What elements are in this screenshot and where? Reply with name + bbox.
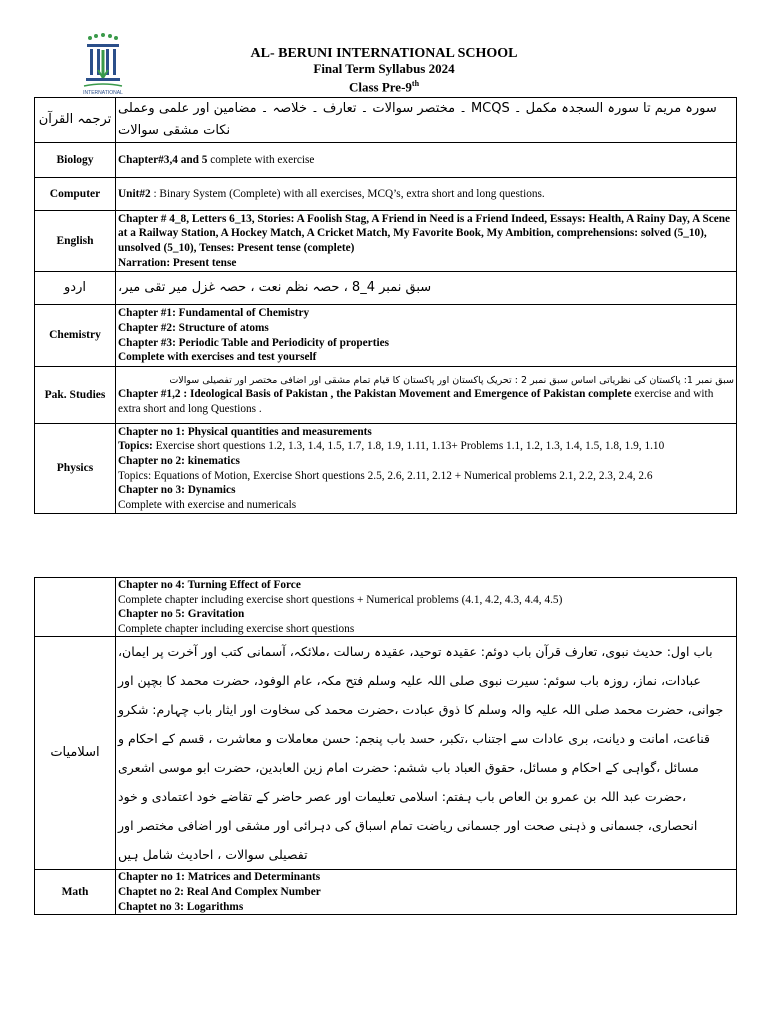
subject-label: ترجمہ القرآن bbox=[35, 98, 116, 143]
subject-label: Computer bbox=[35, 178, 116, 211]
chemistry-line: Chapter #1: Fundamental of Chemistry bbox=[118, 307, 310, 320]
table-row bbox=[35, 424, 737, 514]
subject-label-empty bbox=[35, 578, 116, 637]
school-name: AL- BERUNI INTERNATIONAL SCHOOL bbox=[250, 46, 518, 61]
chemistry-line: Chapter #2: Structure of atoms bbox=[118, 321, 269, 334]
computer-rest: : Binary System (Complete) with all exercises, MCQ’s, extra short and long questions. bbox=[150, 187, 545, 200]
table-row bbox=[35, 272, 737, 305]
physics-chapter-4-text: Complete chapter including exercise short questions + Numerical problems (4.1, 4.2, 4.3, 4.4, 4.5) bbox=[118, 593, 563, 606]
subject-label: Biology bbox=[35, 143, 116, 178]
physics-chapter-5: Chapter no 5: Gravitation bbox=[118, 608, 245, 621]
table-row bbox=[35, 305, 737, 367]
subject-label: English bbox=[35, 211, 116, 272]
physics-chapter-3-text: Complete with exercise and numericals bbox=[118, 498, 297, 511]
pakstudies-urdu-line: سبق نمبر 1: پاکستان کی نظریاتی اساس سبق نمبر 2 : تحریک پاکستان اور پاکستان کا قیام تمام مشقی اور اضافی مختصر اور تفصیلی سوالات bbox=[169, 374, 734, 386]
computer-content bbox=[116, 178, 737, 211]
math-content bbox=[116, 870, 737, 915]
syllabus-table-part-2 bbox=[34, 577, 737, 915]
physics-topics-2: Topics: Equations of Motion, Exercise Short questions 2.5, 2.6, 2.11, 2.12 + Numerical problems 2.1, 2.2, 2.3, 2.4, 2.6 bbox=[118, 469, 653, 482]
table-row bbox=[35, 143, 737, 178]
chemistry-content bbox=[116, 305, 737, 367]
english-line-2: Narration: Present tense bbox=[118, 256, 237, 269]
math-line: Chapter no 1: Matrices and Determinants bbox=[118, 871, 321, 884]
physics-chapter-3: Chapter no 3: Dynamics bbox=[118, 484, 236, 497]
syllabus-title: Final Term Syllabus 2024 bbox=[313, 61, 455, 76]
physics-chapter-2: Chapter no 2: kinematics bbox=[118, 454, 240, 467]
biology-chapters: Chapter#3,4 and 5 bbox=[118, 153, 208, 166]
math-line: Chaptet no 2: Real And Complex Number bbox=[118, 886, 321, 899]
subject-label: Physics bbox=[35, 424, 116, 514]
table-row bbox=[35, 578, 737, 637]
document-header bbox=[0, 46, 768, 94]
topics-text: Exercise short questions 1.2, 1.3, 1.4, 1.5, 1.7, 1.8, 1.9, 1.11, 1.13+ Problems 1.1, 1.2, 1.3, 1.4, 1.5, 1.8, 1.9, 1.10 bbox=[152, 440, 665, 453]
physics-chapter-4: Chapter no 4: Turning Effect of Force bbox=[118, 579, 301, 591]
english-content bbox=[116, 211, 737, 272]
math-line: Chaptet no 3: Logarithms bbox=[118, 900, 244, 913]
chemistry-line: Chapter #3: Periodic Table and Periodicity of properties bbox=[118, 336, 390, 349]
pakstudies-chapters: Chapter #1,2 : Ideological Basis of Pakistan , the Pakistan Movement and Emergence of Pakistan complete bbox=[118, 387, 632, 400]
subject-label: Chemistry bbox=[35, 305, 116, 367]
table-row bbox=[35, 178, 737, 211]
urdu-content: سبق نمبر 4_8 ، حصہ نظم نعت ، حصہ غزل میر تقی میر، bbox=[116, 272, 737, 305]
physics-topics-1 bbox=[118, 439, 734, 454]
subject-label: Pak. Studies bbox=[35, 367, 116, 424]
class-title bbox=[0, 76, 768, 94]
chemistry-line: Complete with exercises and test yourself bbox=[118, 351, 317, 364]
english-line-1: Chapter # 4_8, Letters 6_13, Stories: A Foolish Stag, A Friend in Need is a Friend Indeed, Essays: Health, A Rainy Day, A Scene at a Railway Station, A Hockey Match, A Cricket Match, My Favorite Book, My Ambition, comprehensions: solved (5_10), unsolved (5_10), Tenses: Present tense (complete) bbox=[118, 212, 731, 254]
subject-label: اردو bbox=[35, 272, 116, 305]
table-row bbox=[35, 637, 737, 870]
subject-label: اسلامیات bbox=[35, 637, 116, 870]
physics-content bbox=[116, 424, 737, 514]
subject-label: Math bbox=[35, 870, 116, 915]
class-sup: th bbox=[411, 79, 420, 88]
pakstudies-content bbox=[116, 367, 737, 424]
quran-content: سورہ مریم تا سورہ السجدہ مکمل ۔ MCQS ۔ مختصر سوالات ۔ تعارف ۔ خلاصہ ۔ مضامین اور علمی وعملی نکات مشقی سوالات bbox=[116, 98, 737, 143]
biology-content bbox=[116, 143, 737, 178]
physics-chapter-1: Chapter no 1: Physical quantities and measurements bbox=[118, 425, 372, 438]
logo-text: INTERNATIONAL bbox=[83, 90, 123, 96]
table-row bbox=[35, 870, 737, 915]
syllabus-table-part-1 bbox=[34, 97, 737, 514]
topics-label: Topics: bbox=[118, 440, 153, 453]
pakstudies-english bbox=[118, 387, 734, 416]
class-main: Class Pre-9 bbox=[348, 79, 412, 95]
physics-continued-content bbox=[116, 578, 737, 637]
computer-unit: Unit#2 bbox=[118, 187, 151, 200]
table-row bbox=[35, 367, 737, 424]
physics-chapter-5-text: Complete chapter including exercise short questions bbox=[118, 622, 355, 635]
biology-rest: complete with exercise bbox=[207, 153, 315, 166]
table-row bbox=[35, 211, 737, 272]
table-row bbox=[35, 98, 737, 143]
islamiyat-content: باب اول: حدیث نبوی، تعارف قرآن باب دوئم: عقیدہ توحید، عقیدہ رسالت ،ملائکہ، آسمانی کتب اور آخرت پر ایمان، عبادات، نماز، روزہ باب سوئم: سیرت نبوی صلی اللہ علیہ وسلم فتح مکہ، عام الوفود، حضرت محمد کا بچپن اور جوانی، حضرت محمد صلی اللہ علیہ والہ وسلم کا ذوق عبادت ،حضرت محمد کی سخاوت اور ایثار باب چہارم: شکرو قناعت، امانت و دیانت، بری عادات سے اجتناب ،تکبر، حسد باب پنجم: حسن معاملات و معاشرت ، قسم کے احکام و مسائل ،گواہی کے احکام و مسائل، حقوق العباد باب ششم: حضرت امام زین العابدین، حضرت ابو موسی اشعری ،حضرت عبد اللہ بن عمرو بن العاص باب ہفتم: اسلامی تعلیمات اور عصر حاضر کے تقاضے خود اعتمادی و خود انحصاری، جسمانی و ذہنی صحت اور جسمانی ریاضت تمام اسباق کی دہرائی اور مشقی اور اضافی مختصر اور تفصیلی سوالات ، احادیث شامل ہیں bbox=[116, 637, 737, 870]
pakstudies-rest: exercise and with extra short and long Questions . bbox=[118, 387, 714, 415]
